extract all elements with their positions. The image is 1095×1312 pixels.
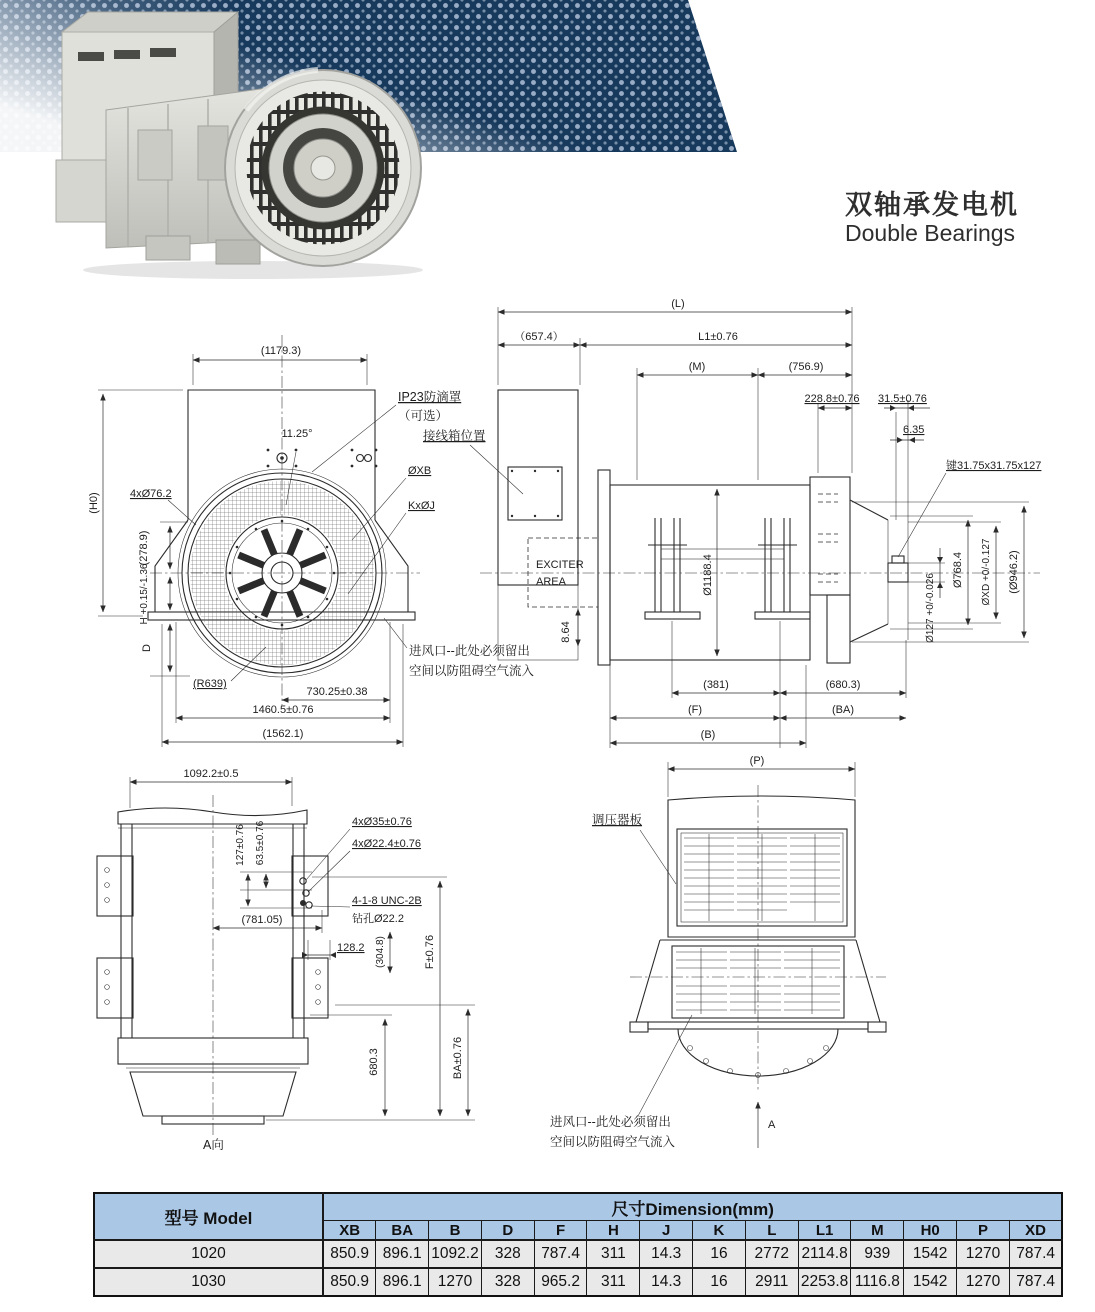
col-header: XD	[1009, 1221, 1062, 1241]
dim-label: (381)	[703, 679, 729, 691]
dim-label: Ø127 +0/-0.026	[925, 573, 936, 643]
dim-label: (756.9)	[788, 361, 824, 373]
exciter-area-label: AREA	[536, 576, 566, 588]
exciter-area-label: EXCITER	[536, 559, 584, 571]
col-header: BA	[376, 1221, 429, 1241]
value-cell: 1092.2	[429, 1240, 482, 1268]
dim-label: ØXB	[408, 465, 432, 477]
dim-label: (L)	[671, 298, 685, 310]
value-cell: 16	[693, 1240, 746, 1268]
value-cell: 939	[851, 1240, 904, 1268]
dim-label: F±0.76	[424, 934, 436, 970]
value-cell: 787.4	[1009, 1268, 1062, 1296]
title-english: Double Bearings	[845, 220, 1016, 247]
dim-label: BA±0.76	[452, 1036, 464, 1080]
col-header: L1	[798, 1221, 851, 1241]
dim-label: (1562.1)	[262, 728, 304, 740]
dim-label: 钻孔Ø22.2	[352, 913, 404, 925]
dim-label: Ø1188.4	[702, 554, 714, 596]
value-cell: 2114.8	[798, 1240, 851, 1268]
dim-label: 4xØ35±0.76	[352, 816, 412, 828]
dim-label: 11.25°	[281, 428, 313, 440]
dim-label: (BA)	[832, 704, 854, 716]
dim-label: (680.3)	[825, 679, 861, 691]
dim-label: (Ø946.2)	[1008, 550, 1020, 594]
dim-label: (1179.3)	[260, 345, 302, 357]
col-header: H	[587, 1221, 640, 1241]
value-cell: 896.1	[376, 1268, 429, 1296]
dim-label: 680.3	[368, 1048, 380, 1076]
dim-label: (278.9)	[138, 530, 150, 566]
col-header: L	[745, 1221, 798, 1241]
pedestals	[645, 518, 810, 619]
avr-plate-label: 调压器板	[592, 813, 643, 827]
value-cell: 2772	[745, 1240, 798, 1268]
value-cell: 328	[481, 1268, 534, 1296]
value-cell: 311	[587, 1268, 640, 1296]
air-inlet-note: 空间以防阻碍空气流入	[409, 664, 535, 678]
dim-label: 4xØ22.4±0.76	[352, 838, 422, 850]
dim-label: （657.4）	[514, 331, 564, 343]
dim-label: 4-1-8 UNC-2B	[352, 895, 422, 907]
dim-label: L1±0.76	[698, 331, 738, 343]
table-row	[94, 1240, 1062, 1268]
key-label: 键31.75x31.75x127	[946, 460, 1042, 472]
dim-label: 128.2	[337, 942, 365, 954]
value-cell: 787.4	[534, 1240, 587, 1268]
dim-label: (F)	[687, 704, 703, 716]
dim-label: 8.64	[560, 621, 572, 643]
air-inlet-note: 进风口--此处必须留出	[409, 644, 530, 658]
dim-label: KxØJ	[408, 500, 435, 512]
col-header: J	[640, 1221, 693, 1241]
value-cell: 965.2	[534, 1268, 587, 1296]
dim-label: (R639)	[193, 678, 227, 690]
col-header: F	[534, 1221, 587, 1241]
value-cell: 787.4	[1009, 1240, 1062, 1268]
value-cell: 16	[693, 1268, 746, 1296]
top-louvers	[684, 834, 840, 921]
side-view-drawing	[423, 298, 1041, 748]
value-cell: 1270	[957, 1268, 1010, 1296]
dim-label: (M)	[688, 361, 706, 373]
dim-label: 31.5±0.76	[878, 393, 927, 405]
table-header-dimension: 尺寸Dimension(mm)	[323, 1193, 1062, 1221]
dim-label: (B)	[700, 729, 716, 741]
title-chinese: 双轴承发电机	[845, 190, 1019, 220]
dim-label: (P)	[749, 755, 765, 767]
dim-label: 1092.2±0.5	[183, 768, 239, 780]
value-cell: 1542	[904, 1268, 957, 1296]
col-header: XB	[323, 1221, 376, 1241]
col-header: B	[429, 1221, 482, 1241]
bottom-right-view-drawing	[550, 755, 886, 1149]
dim-label: D	[141, 644, 153, 652]
dim-label: 63.5±0.76	[255, 820, 266, 866]
dim-label: H +0.15/-1.36	[139, 563, 150, 625]
dim-label: (304.8)	[375, 936, 386, 968]
value-cell: 896.1	[376, 1240, 429, 1268]
value-cell: 328	[481, 1240, 534, 1268]
model-cell: 1020	[94, 1240, 323, 1268]
value-cell: 1270	[429, 1268, 482, 1296]
value-cell: 14.3	[640, 1240, 693, 1268]
dim-label: 1460.5±0.76	[252, 704, 314, 716]
model-cell: 1030	[94, 1268, 323, 1296]
pad-hole-marks	[105, 868, 321, 1005]
col-header: D	[481, 1221, 534, 1241]
value-cell: 311	[587, 1240, 640, 1268]
dim-label: (781.05)	[241, 914, 283, 926]
dim-label: ØXD +0/-0.127	[981, 538, 992, 606]
value-cell: 850.9	[323, 1268, 376, 1296]
terminal-box-label: 接线箱位置	[423, 429, 486, 443]
dim-label: Ø768.4	[952, 551, 964, 589]
callout-ip23-optional: （可选）	[398, 409, 449, 423]
value-cell: 2911	[745, 1268, 798, 1296]
bottom-left-view-drawing	[97, 768, 475, 1152]
col-header: P	[957, 1221, 1010, 1241]
callout-ip23: IP23防滴罩	[398, 390, 462, 404]
tbox-dots	[511, 470, 559, 517]
air-inlet-note: 空间以防阻碍空气流入	[550, 1135, 676, 1149]
air-inlet-note: 进风口--此处必须留出	[550, 1115, 671, 1129]
value-cell: 1116.8	[851, 1268, 904, 1296]
value-cell: 850.9	[323, 1240, 376, 1268]
value-cell: 2253.8	[798, 1268, 851, 1296]
dim-label: 228.8±0.76	[804, 393, 860, 405]
front-view-drawing	[88, 335, 535, 747]
dim-label: 4xØ76.2	[130, 488, 172, 500]
dim-label: (H0)	[88, 492, 100, 514]
view-direction-label: A	[768, 1119, 776, 1131]
value-cell: 14.3	[640, 1268, 693, 1296]
table-header-model: 型号 Model	[94, 1193, 323, 1240]
dim-label: 6.35	[903, 424, 925, 436]
col-header: K	[693, 1221, 746, 1241]
col-header: H0	[904, 1221, 957, 1241]
dim-label: 730.25±0.38	[306, 686, 368, 698]
table-row	[94, 1268, 1062, 1296]
dimension-table	[93, 1192, 1063, 1297]
value-cell: 1270	[957, 1240, 1010, 1268]
view-a-label: A向	[203, 1138, 224, 1152]
col-header: M	[851, 1221, 904, 1241]
dim-label: 127±0.76	[235, 824, 246, 866]
value-cell: 1542	[904, 1240, 957, 1268]
